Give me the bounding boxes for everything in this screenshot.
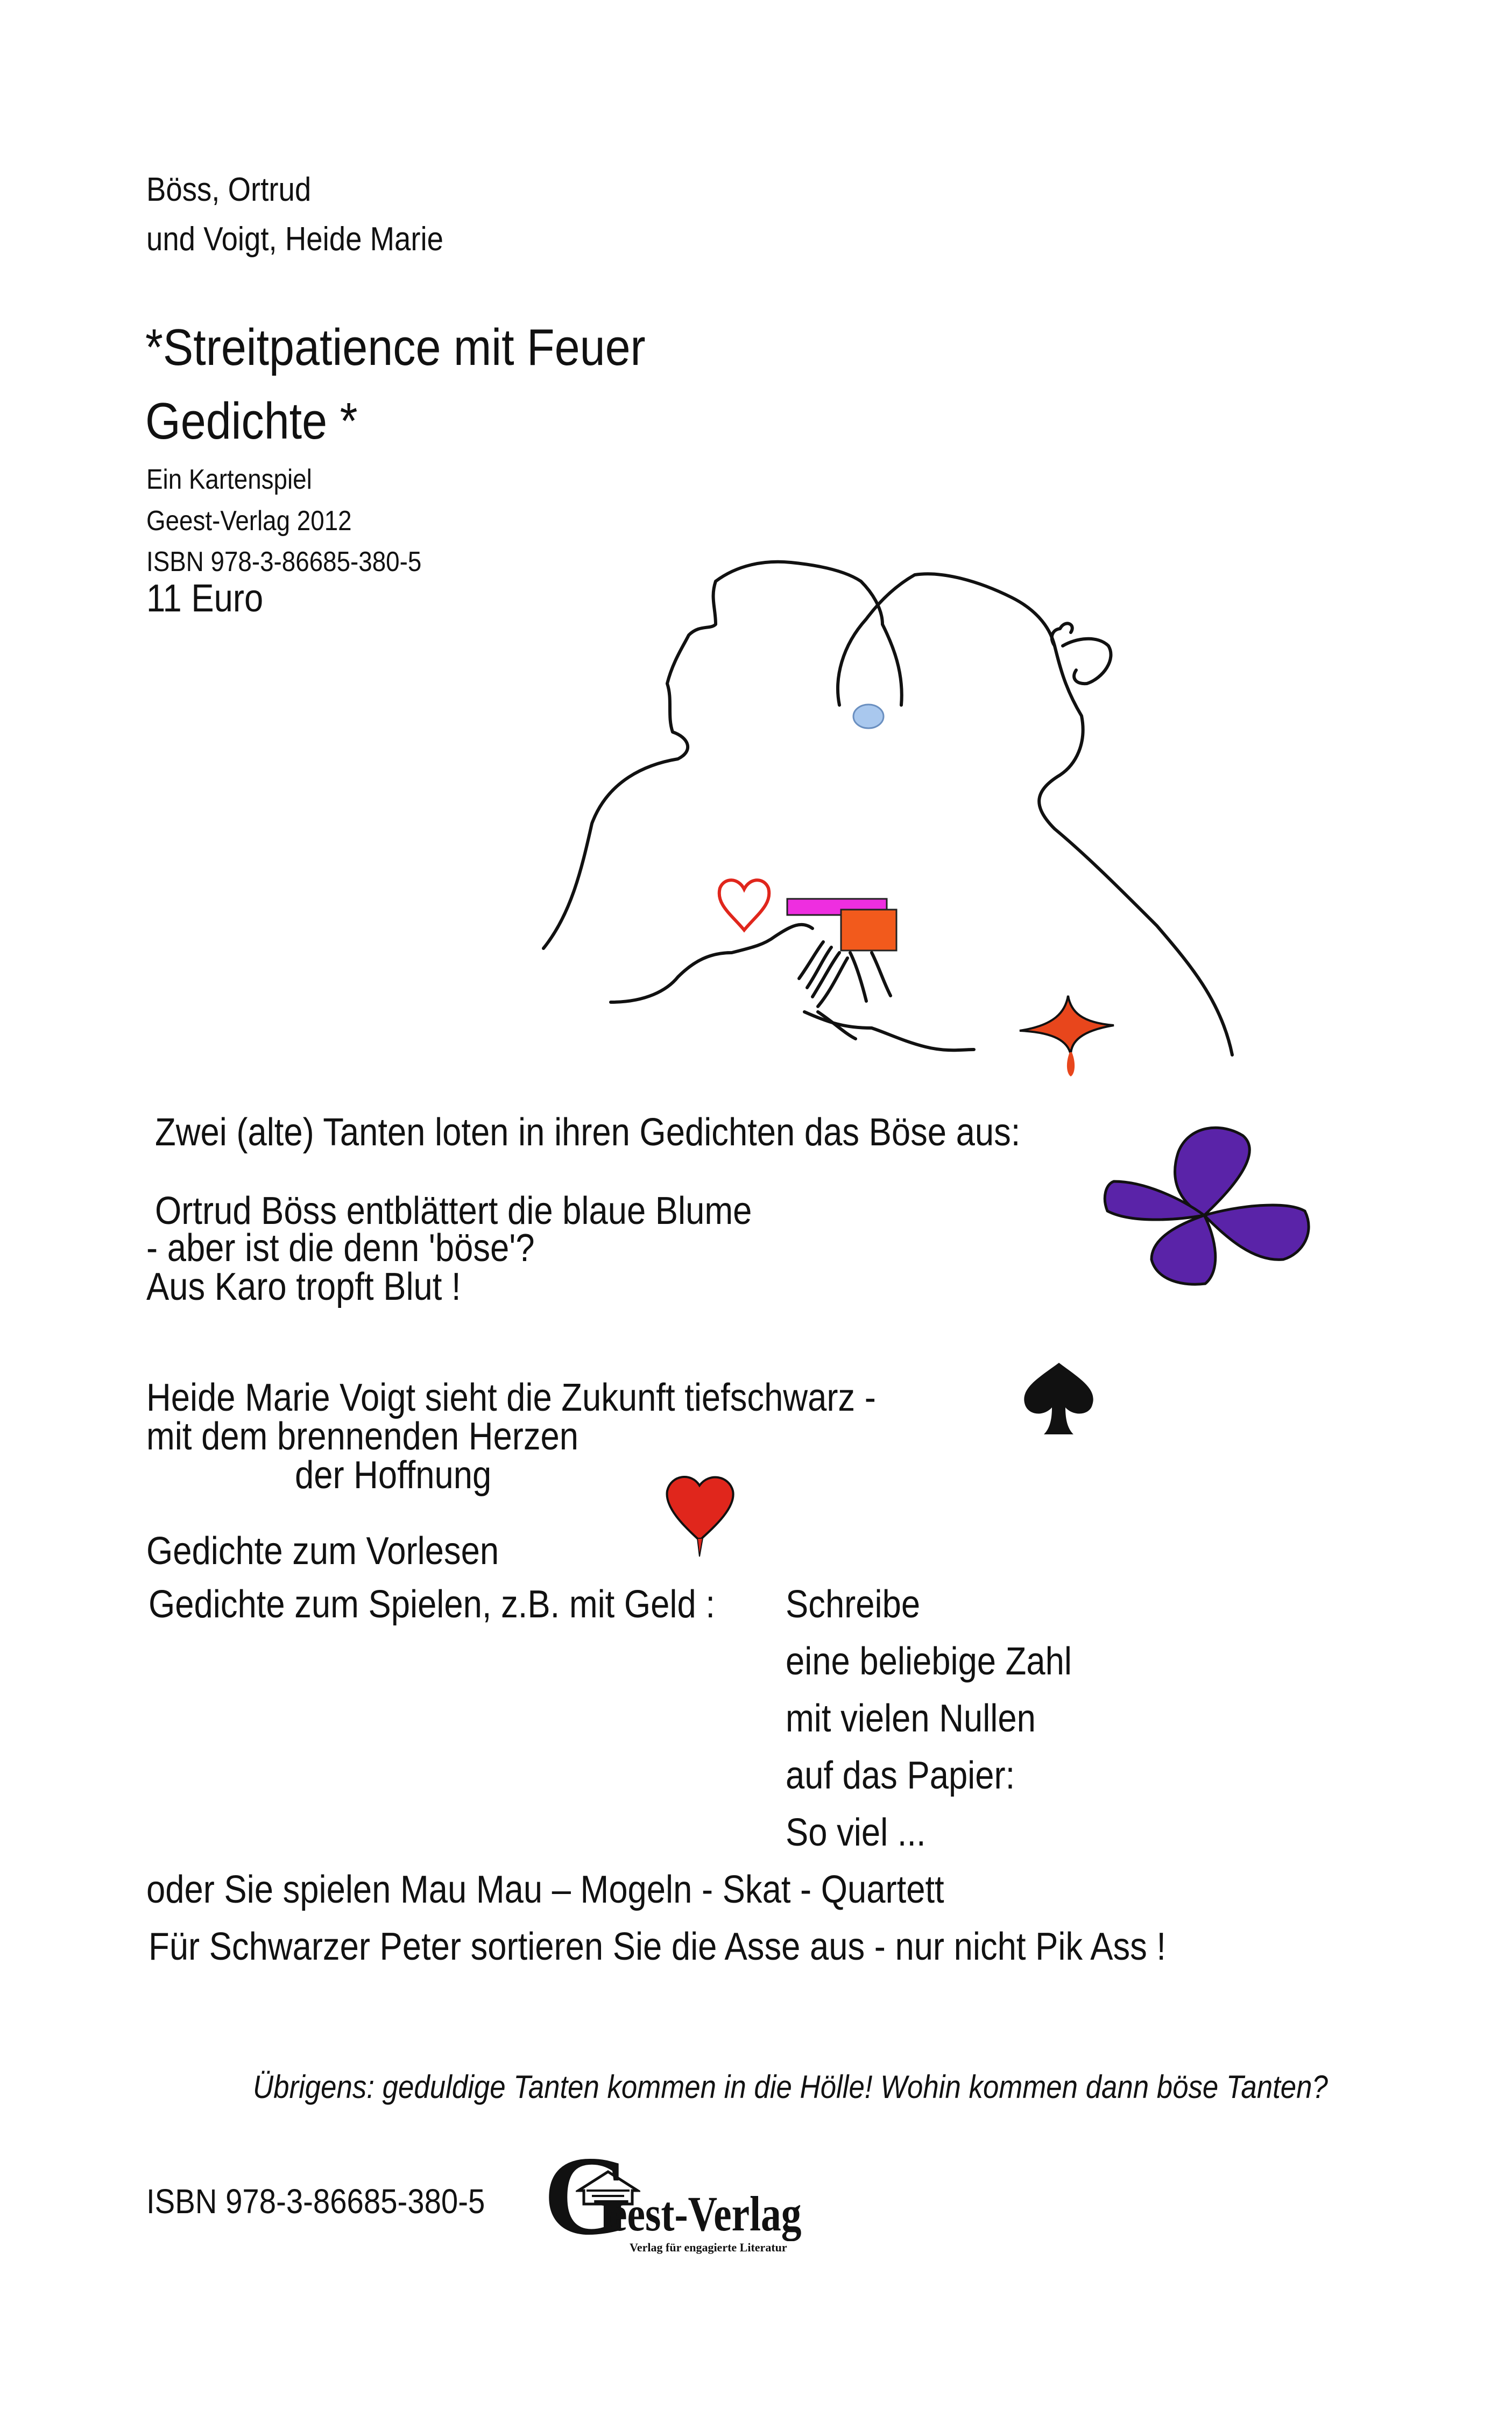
boess-line-3: Aus Karo tropft Blut !	[146, 1265, 461, 1308]
author-line-2: und Voigt, Heide Marie	[146, 221, 443, 258]
red-heart-icon	[667, 1477, 733, 1540]
price: 11 Euro	[146, 577, 264, 620]
boess-line-1: Ortrud Böss entblättert die blaue Blume	[155, 1189, 752, 1233]
blue-flower-icon	[1105, 1128, 1309, 1284]
poem-line-5: So viel ...	[786, 1811, 926, 1854]
blood-drop-icon	[1067, 1052, 1075, 1076]
games-line: oder Sie spielen Mau Mau – Mogeln - Skat - Quartett	[146, 1868, 944, 1911]
book-subtitle: Ein Kartenspiel	[146, 464, 312, 495]
poem-line-4: auf das Papier:	[786, 1754, 1015, 1797]
poem-line-2: eine beliebige Zahl	[786, 1640, 1072, 1683]
gedichte-vorlesen: Gedichte zum Vorlesen	[146, 1530, 499, 1573]
logo-name: eest-Verlag	[609, 2186, 802, 2241]
logo-tagline: Verlag für engagierte Literatur	[630, 2241, 787, 2254]
voigt-line-2: mit dem brennenden Herzen	[146, 1415, 579, 1458]
intro-line: Zwei (alte) Tanten loten in ihren Gedichten das Böse aus:	[155, 1111, 1021, 1154]
header-isbn: ISBN 978-3-86685-380-5	[146, 546, 422, 578]
voigt-line-1: Heide Marie Voigt sieht die Zukunft tiefschwarz -	[146, 1376, 876, 1419]
two-aunts-line-drawing	[543, 562, 1232, 1055]
logo-initial: G	[543, 2134, 632, 2258]
voigt-line-3: der Hoffnung	[295, 1454, 492, 1497]
boess-line-2: - aber ist die denn 'böse'?	[146, 1227, 535, 1270]
outline-heart-icon	[719, 880, 769, 930]
poem-line-3: mit vielen Nullen	[786, 1697, 1036, 1740]
footer-isbn: ISBN 978-3-86685-380-5	[146, 2182, 485, 2221]
book-title-line-1: *Streitpatience mit Feuer	[145, 319, 646, 376]
spade-suit-icon	[1024, 1363, 1093, 1434]
author-line-1: Böss, Ortrud	[146, 171, 312, 208]
publisher-year: Geest-Verlag 2012	[146, 505, 352, 537]
orange-card-icon	[841, 910, 896, 951]
book-title-line-2: Gedichte *	[145, 392, 358, 450]
earring-icon	[853, 705, 884, 728]
geest-verlag-logo	[543, 2134, 866, 2258]
closing-remark: Übrigens: geduldige Tanten kommen in die Hölle! Wohin kommen dann böse Tanten?	[253, 2069, 1328, 2105]
diamond-suit-icon	[1020, 996, 1114, 1055]
poem-line-1: Schreibe	[786, 1583, 921, 1626]
schwarzer-peter-line: Für Schwarzer Peter sortieren Sie die Asse aus - nur nicht Pik Ass !	[149, 1925, 1167, 1968]
gedichte-spielen: Gedichte zum Spielen, z.B. mit Geld :	[149, 1583, 715, 1626]
